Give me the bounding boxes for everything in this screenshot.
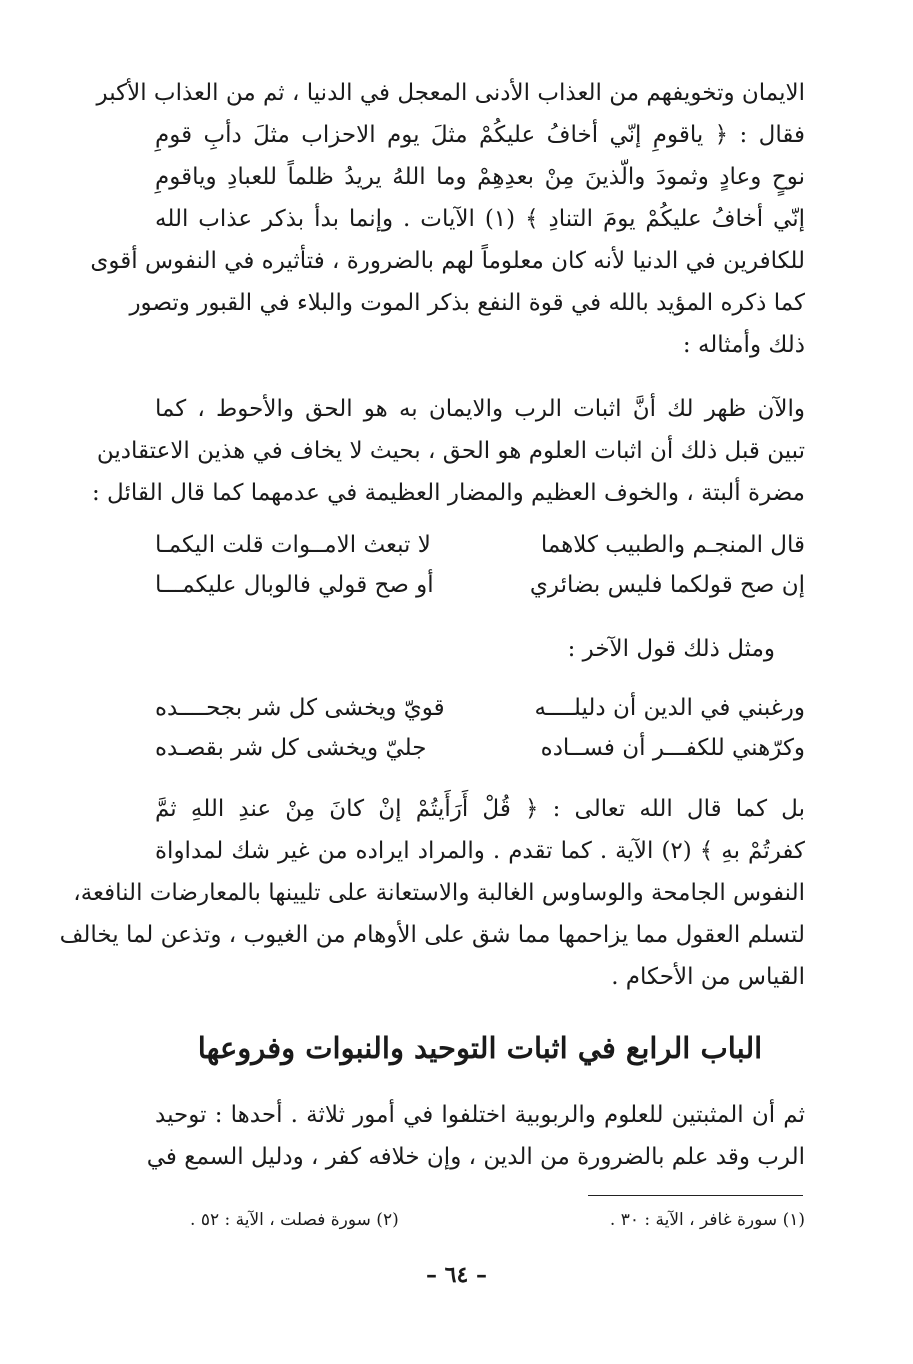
text-line: بل كما قال الله تعالى : ﴿ قُلْ أَرَأَيتُمْ إنْ كانَ مِنْ عندِ اللهِ ثمَّ (155, 796, 805, 822)
intro-line (505, 628, 775, 670)
text-line: نوحٍ وعادٍ وثمودَ والّذينَ مِنْ بعدِهِمْ وما اللهُ يريدُ ظلماً للعبادِ وياقومِ (155, 164, 805, 190)
text-line: للكافرين في الدنيا لأنه كان معلوماً لهم بالضرورة ، فتأثيره في النفوس أقوى (90, 248, 805, 274)
verse-row (155, 728, 805, 768)
verse-first-hemistich: قال المنجـم والطبيب كلاهما (540, 532, 805, 558)
text-line: كفرتُمْ بهِ ﴾ (٢) الآية . كما تقدم . والمراد ايراده من غير شك لمداواة (155, 838, 805, 864)
text-line: الرب وقد علم بالضرورة من الدين ، وإن خلافه كفر ، ودليل السمع في (146, 1144, 805, 1170)
paragraph-4 (146, 1094, 805, 1178)
verse-second-hemistich: أو صح قولي فالوبال عليكمـــا (155, 572, 434, 598)
chapter-heading: الباب الرابع في اثبات التوحيد والنبوات وفروعها (197, 1031, 763, 1065)
text-line: مضرة ألبتة ، والخوف العظيم والمضار العظيمة في عدمهما كما قال القائل : (91, 480, 805, 506)
text-line: والآن ظهر لك أنَّ اثبات الرب والايمان به هو الحق والأحوط ، كما (155, 396, 805, 422)
text-line: ذلك وأمثاله : (682, 332, 805, 358)
verse-1 (155, 525, 805, 605)
verse-row (155, 688, 805, 728)
footnote-2: (٢) سورة فصلت ، الآية : ٥٢ . (190, 1210, 399, 1230)
footnote-1: (١) سورة غافر ، الآية : ٣٠ . (609, 1210, 805, 1230)
text-line: النفوس الجامحة والوساوس الغالبة والاستعانة على تليينها بالمعارضات النافعة، (73, 880, 805, 906)
verse-first-hemistich: إن صح قولكما فليس بضائري (529, 572, 805, 598)
footnotes (190, 1206, 805, 1234)
footnote-divider (588, 1195, 803, 1196)
text-line: القياس من الأحكام . (611, 964, 805, 990)
text-line: الايمان وتخويفهم من العذاب الأدنى المعجل في الدنيا ، ثم من العذاب الأكبر (96, 80, 805, 106)
text-line: تبين قبل ذلك أن اثبات العلوم هو الحق ، بحيث لا يخاف في هذين الاعتقادين (96, 438, 805, 464)
paragraph-2 (91, 388, 805, 514)
text-line: فقال : ﴿ ياقومِ إنّي أخافُ عليكُمْ مثلَ يوم الاحزاب مثلَ دأبِ قومِ (155, 122, 805, 148)
verse-2 (155, 688, 805, 768)
verse-first-hemistich: وكرّهني للكفـــر أن فســاده (540, 735, 805, 761)
text-line: ومثل ذلك قول الآخر : (567, 636, 775, 662)
page-number: – ٦٤ – (426, 1262, 487, 1288)
text-line: كما ذكره المؤيد بالله في قوة النفع بذكر الموت والبلاء في القبور وتصور (129, 290, 805, 316)
verse-second-hemistich: جليّ ويخشى كل شر بقصـده (155, 735, 427, 761)
text-line: ثم أن المثبتين للعلوم والربوبية اختلفوا في أمور ثلاثة . أحدها : توحيد (155, 1102, 805, 1128)
verse-first-hemistich: ورغبني في الدين أن دليلــــه (534, 695, 805, 721)
verse-second-hemistich: قويّ ويخشى كل شر بجحــــده (155, 695, 445, 721)
verse-row (155, 565, 805, 605)
text-line: لتسلم العقول مما يزاحمها مما شق على الأوهام من الغيوب ، وتذعن لما يخالف (59, 922, 805, 948)
verse-second-hemistich: لا تبعث الامــوات قلت اليكمـا (155, 532, 431, 558)
paragraph-1 (90, 72, 805, 366)
verse-row (155, 525, 805, 565)
text-line: إنّي أخافُ عليكُمْ يومَ التنادِ ﴾ (١) الآيات . وإنما بدأ بذكر عذاب الله (155, 206, 805, 232)
paragraph-3 (59, 788, 805, 998)
